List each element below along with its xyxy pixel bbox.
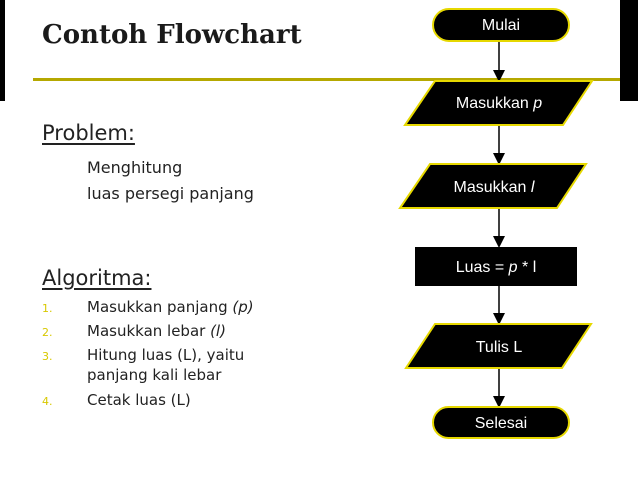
step-3: Hitung luas (L), yaitu panjang kali lebar	[87, 346, 245, 384]
output-label: Tulis L	[475, 339, 523, 356]
input-p-label: Masukkan p	[455, 95, 543, 112]
step-number-1: 1.	[42, 302, 53, 315]
process-label: Luas = p * l	[455, 259, 537, 276]
step-4: Cetak luas (L)	[87, 391, 191, 409]
problem-line-2: luas persegi panjang	[87, 184, 254, 203]
input-l-label: Masukkan l	[453, 179, 535, 196]
step-number-3: 3.	[42, 350, 53, 363]
algorithm-heading: Algoritma:	[42, 266, 152, 290]
end-label: Selesai	[474, 415, 528, 432]
step-2: Masukkan lebar (l)	[87, 322, 226, 340]
problem-heading: Problem:	[42, 121, 135, 145]
step-number-4: 4.	[42, 395, 53, 408]
problem-line-1: Menghitung	[87, 158, 183, 177]
step-number-2: 2.	[42, 326, 53, 339]
start-label: Mulai	[481, 17, 521, 34]
step-1: Masukkan panjang (p)	[87, 298, 254, 316]
slide-title: Contoh Flowchart	[42, 20, 302, 50]
